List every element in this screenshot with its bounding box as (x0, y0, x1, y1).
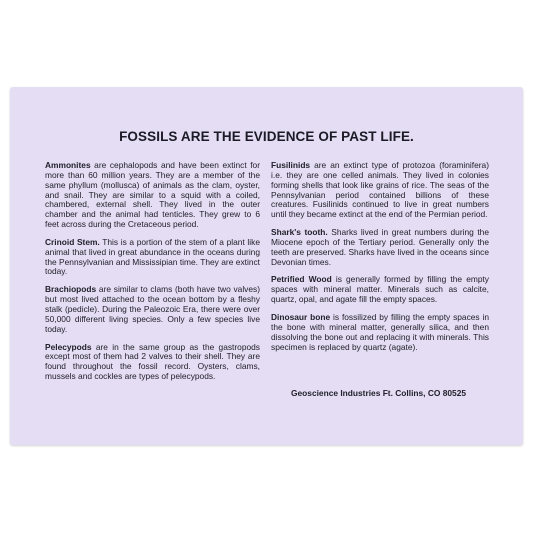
entry-text: is fossilized by filling the empty spaces in the bone with mineral matter, generally silica, and then dissolving the bone out and replacing it with minerals. This specimen is replaced by quartz (agate). (271, 311, 489, 352)
entry-text: Sharks lived in great numbers during the Miocene epoch of the Tertiary period. Generally only the teeth are preserved. Sharks have lived in the oceans since Devonian times. (271, 227, 489, 267)
left-column (45, 161, 260, 390)
entry-term: Fusilinids (271, 160, 311, 170)
entry-pelecypods (45, 343, 260, 382)
publisher-credit: Geoscience Industries Ft. Collins, CO 80525 (291, 388, 467, 398)
entry-text: are similar to clams (both have two valves) but most lived attached to the ocean bottom by a fleshy stalk (pedicle). During the Paleozoic Era, there were over 50,000 different living species. Only a few species live today. (45, 284, 260, 334)
entry-brachiopods (45, 285, 260, 334)
entry-text: are an extinct type of protozoa (foraminifera) i.e. they are one celled animals. They lived in colonies forming shells that look like grains of rice. The seas of the Pennsylvanian period contained billions of these creatures. Fusilinids continued to live in great numbers until they became extinct at the end of the Permian period. (271, 160, 489, 220)
entry-term: Ammonites (45, 160, 91, 170)
entry-text: are in the same group as the gastropods except most of them had 2 valves to their shell. They are found throughout the fossil record. Oysters, clams, mussels and cockles are types of pelecypods. (45, 341, 260, 382)
entry-term: Brachiopods (45, 284, 97, 295)
entry-fusilinids (271, 161, 489, 220)
entry-ammonites (45, 161, 260, 230)
entry-dinosaur-bone (271, 313, 489, 352)
entry-term: Dinosaur bone (271, 311, 331, 322)
entry-term: Petrified Wood (271, 274, 332, 285)
entry-sharks-tooth (271, 228, 489, 267)
entry-crinoid-stem (45, 238, 260, 277)
entry-text: is generally formed by filling the empty spaces with mineral matter. Minerals such as calcite, quartz, opal, and agate fill the empty spaces. (271, 274, 489, 305)
entry-text: are cephalopods and have been extinct for more than 60 million years. They are a member of the same phyllum (mollusca) of animals as the clam, oyster, and snail. They are similar to a squid with a coiled, chambered, external shell. They lived in the outer chamber and the animal had tenticles. They grew to 6 feet across during the Cretaceous period. (45, 160, 260, 230)
entry-text: This is a portion of the stem of a plant like animal that lived in great abundance in the oceans during the Pennsylvanian and Mississipian time. They are extinct today. (45, 236, 260, 277)
card-title: FOSSILS ARE THE EVIDENCE OF PAST LIFE. (119, 129, 414, 144)
entry-term: Pelecypods (45, 341, 92, 352)
entry-petrified-wood (271, 275, 489, 305)
entry-term: Crinoid Stem. (45, 236, 100, 247)
info-card (10, 87, 523, 445)
entry-term: Shark's tooth. (271, 227, 328, 238)
right-column (271, 161, 489, 360)
